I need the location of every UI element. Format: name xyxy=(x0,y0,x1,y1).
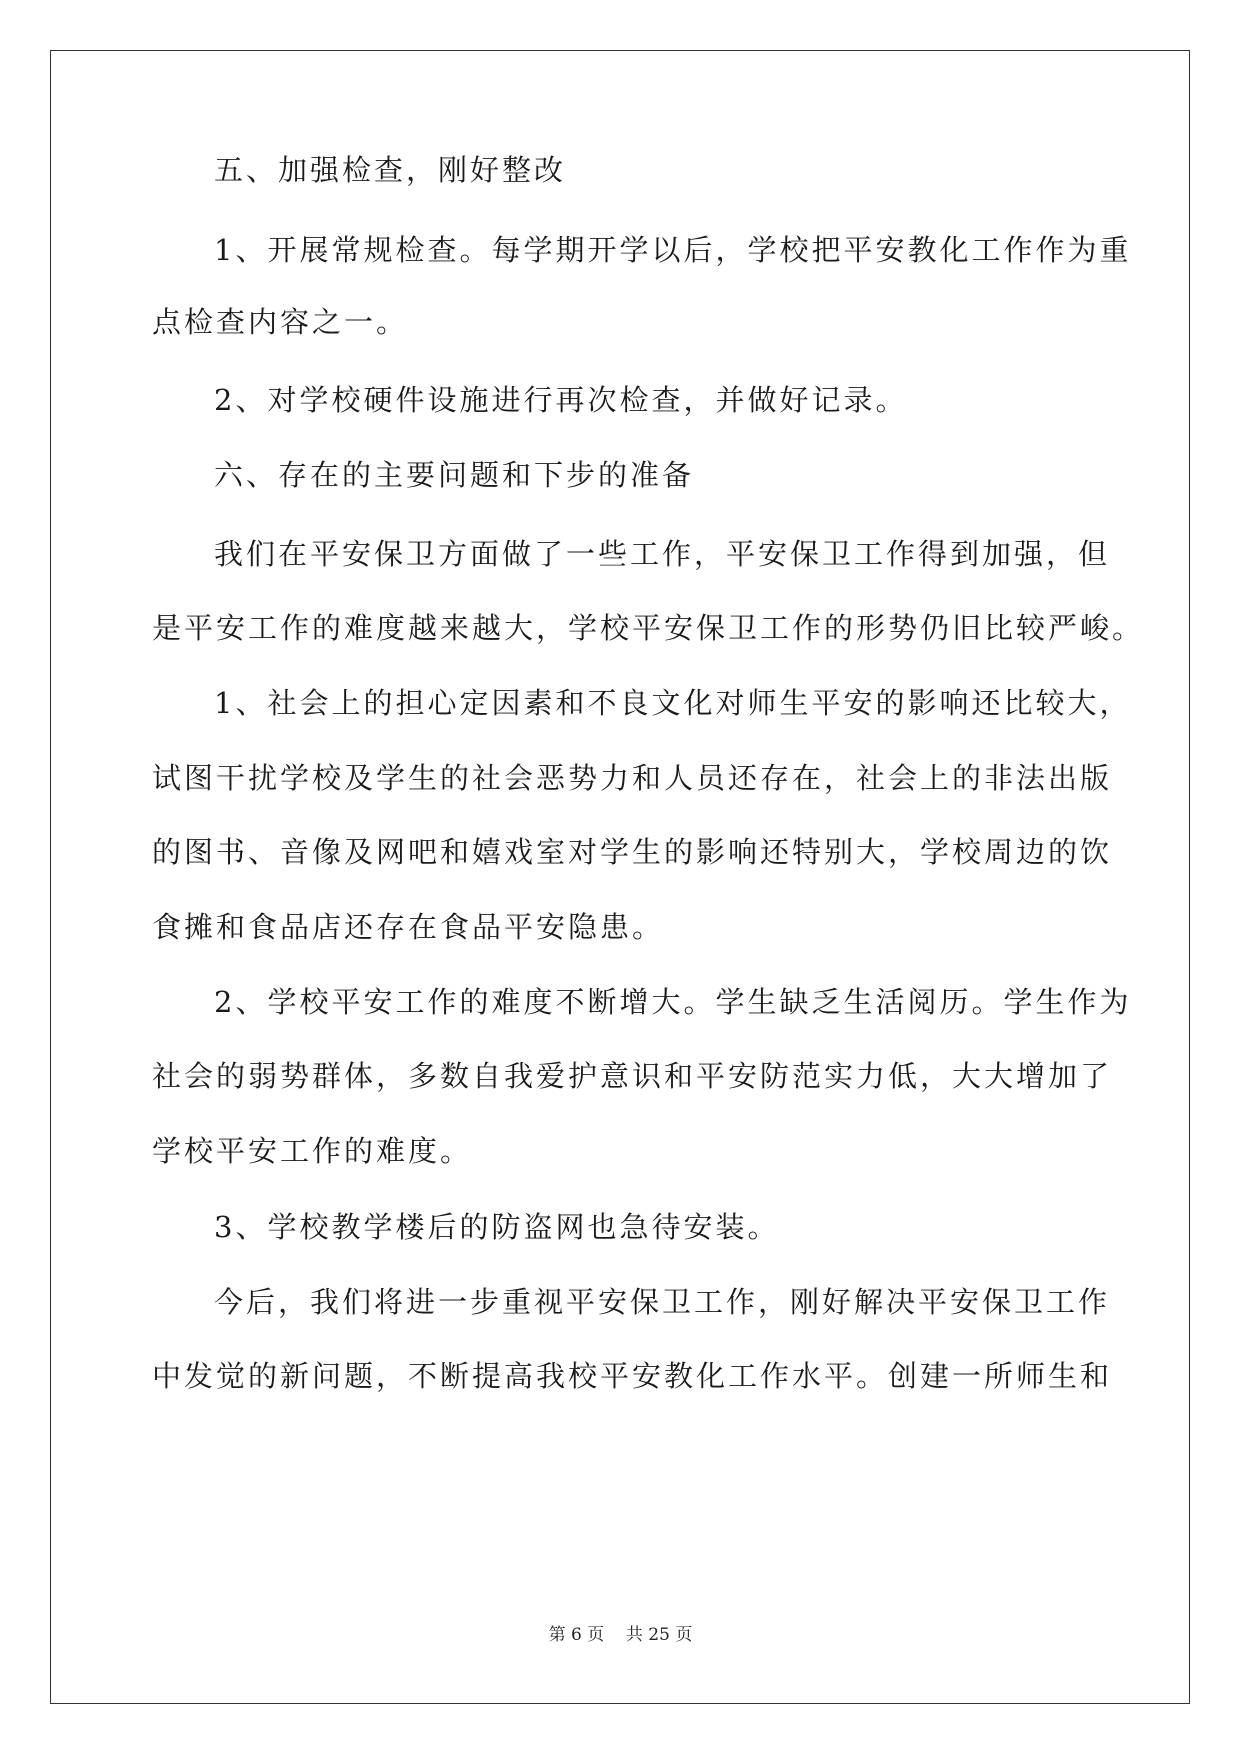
paragraph-line: 2、学校平安工作的难度不断增大。学生缺乏生活阅历。学生作为 xyxy=(214,985,1132,1019)
paragraph-line: 是平安工作的难度越来越大，学校平安保卫工作的形势仍旧比较严峻。 xyxy=(152,611,1145,645)
paragraph-line: 食摊和食品店还存在食品平安隐患。 xyxy=(152,910,665,944)
paragraph-line: 社会的弱势群体，多数自我爱护意识和平安防范实力低，大大增加了 xyxy=(152,1059,1113,1093)
page-number-footer: 第 6 页 共 25 页 xyxy=(548,1625,693,1645)
paragraph-line: 中发觉的新问题，不断提高我校平安教化工作水平。创建一所师生和 xyxy=(152,1359,1113,1393)
paragraph-line: 1、社会上的担心定因素和不良文化对师生平安的影响还比较大， xyxy=(214,686,1132,720)
paragraph-line: 试图干扰学校及学生的社会恶势力和人员还存在，社会上的非法出版 xyxy=(152,761,1113,795)
heading-section-five: 五、加强检查，刚好整改 xyxy=(214,153,567,187)
page-border xyxy=(50,50,1190,1704)
paragraph-line: 2、对学校硬件设施进行再次检查，并做好记录。 xyxy=(214,383,908,417)
paragraph-line: 3、学校教学楼后的防盗网也急待安装。 xyxy=(214,1210,780,1244)
paragraph-line: 的图书、音像及网吧和嬉戏室对学生的影响还特别大，学校周边的饮 xyxy=(152,835,1113,869)
heading-section-six: 六、存在的主要问题和下步的准备 xyxy=(214,458,695,492)
paragraph-line: 今后，我们将进一步重视平安保卫工作，刚好解决平安保卫工作 xyxy=(214,1285,1111,1319)
paragraph-line: 点检查内容之一。 xyxy=(152,305,409,339)
paragraph-line: 1、开展常规检查。每学期开学以后，学校把平安教化工作作为重 xyxy=(214,233,1132,267)
paragraph-line: 我们在平安保卫方面做了一些工作，平安保卫工作得到加强，但 xyxy=(214,537,1111,571)
paragraph-line: 学校平安工作的难度。 xyxy=(152,1134,473,1168)
